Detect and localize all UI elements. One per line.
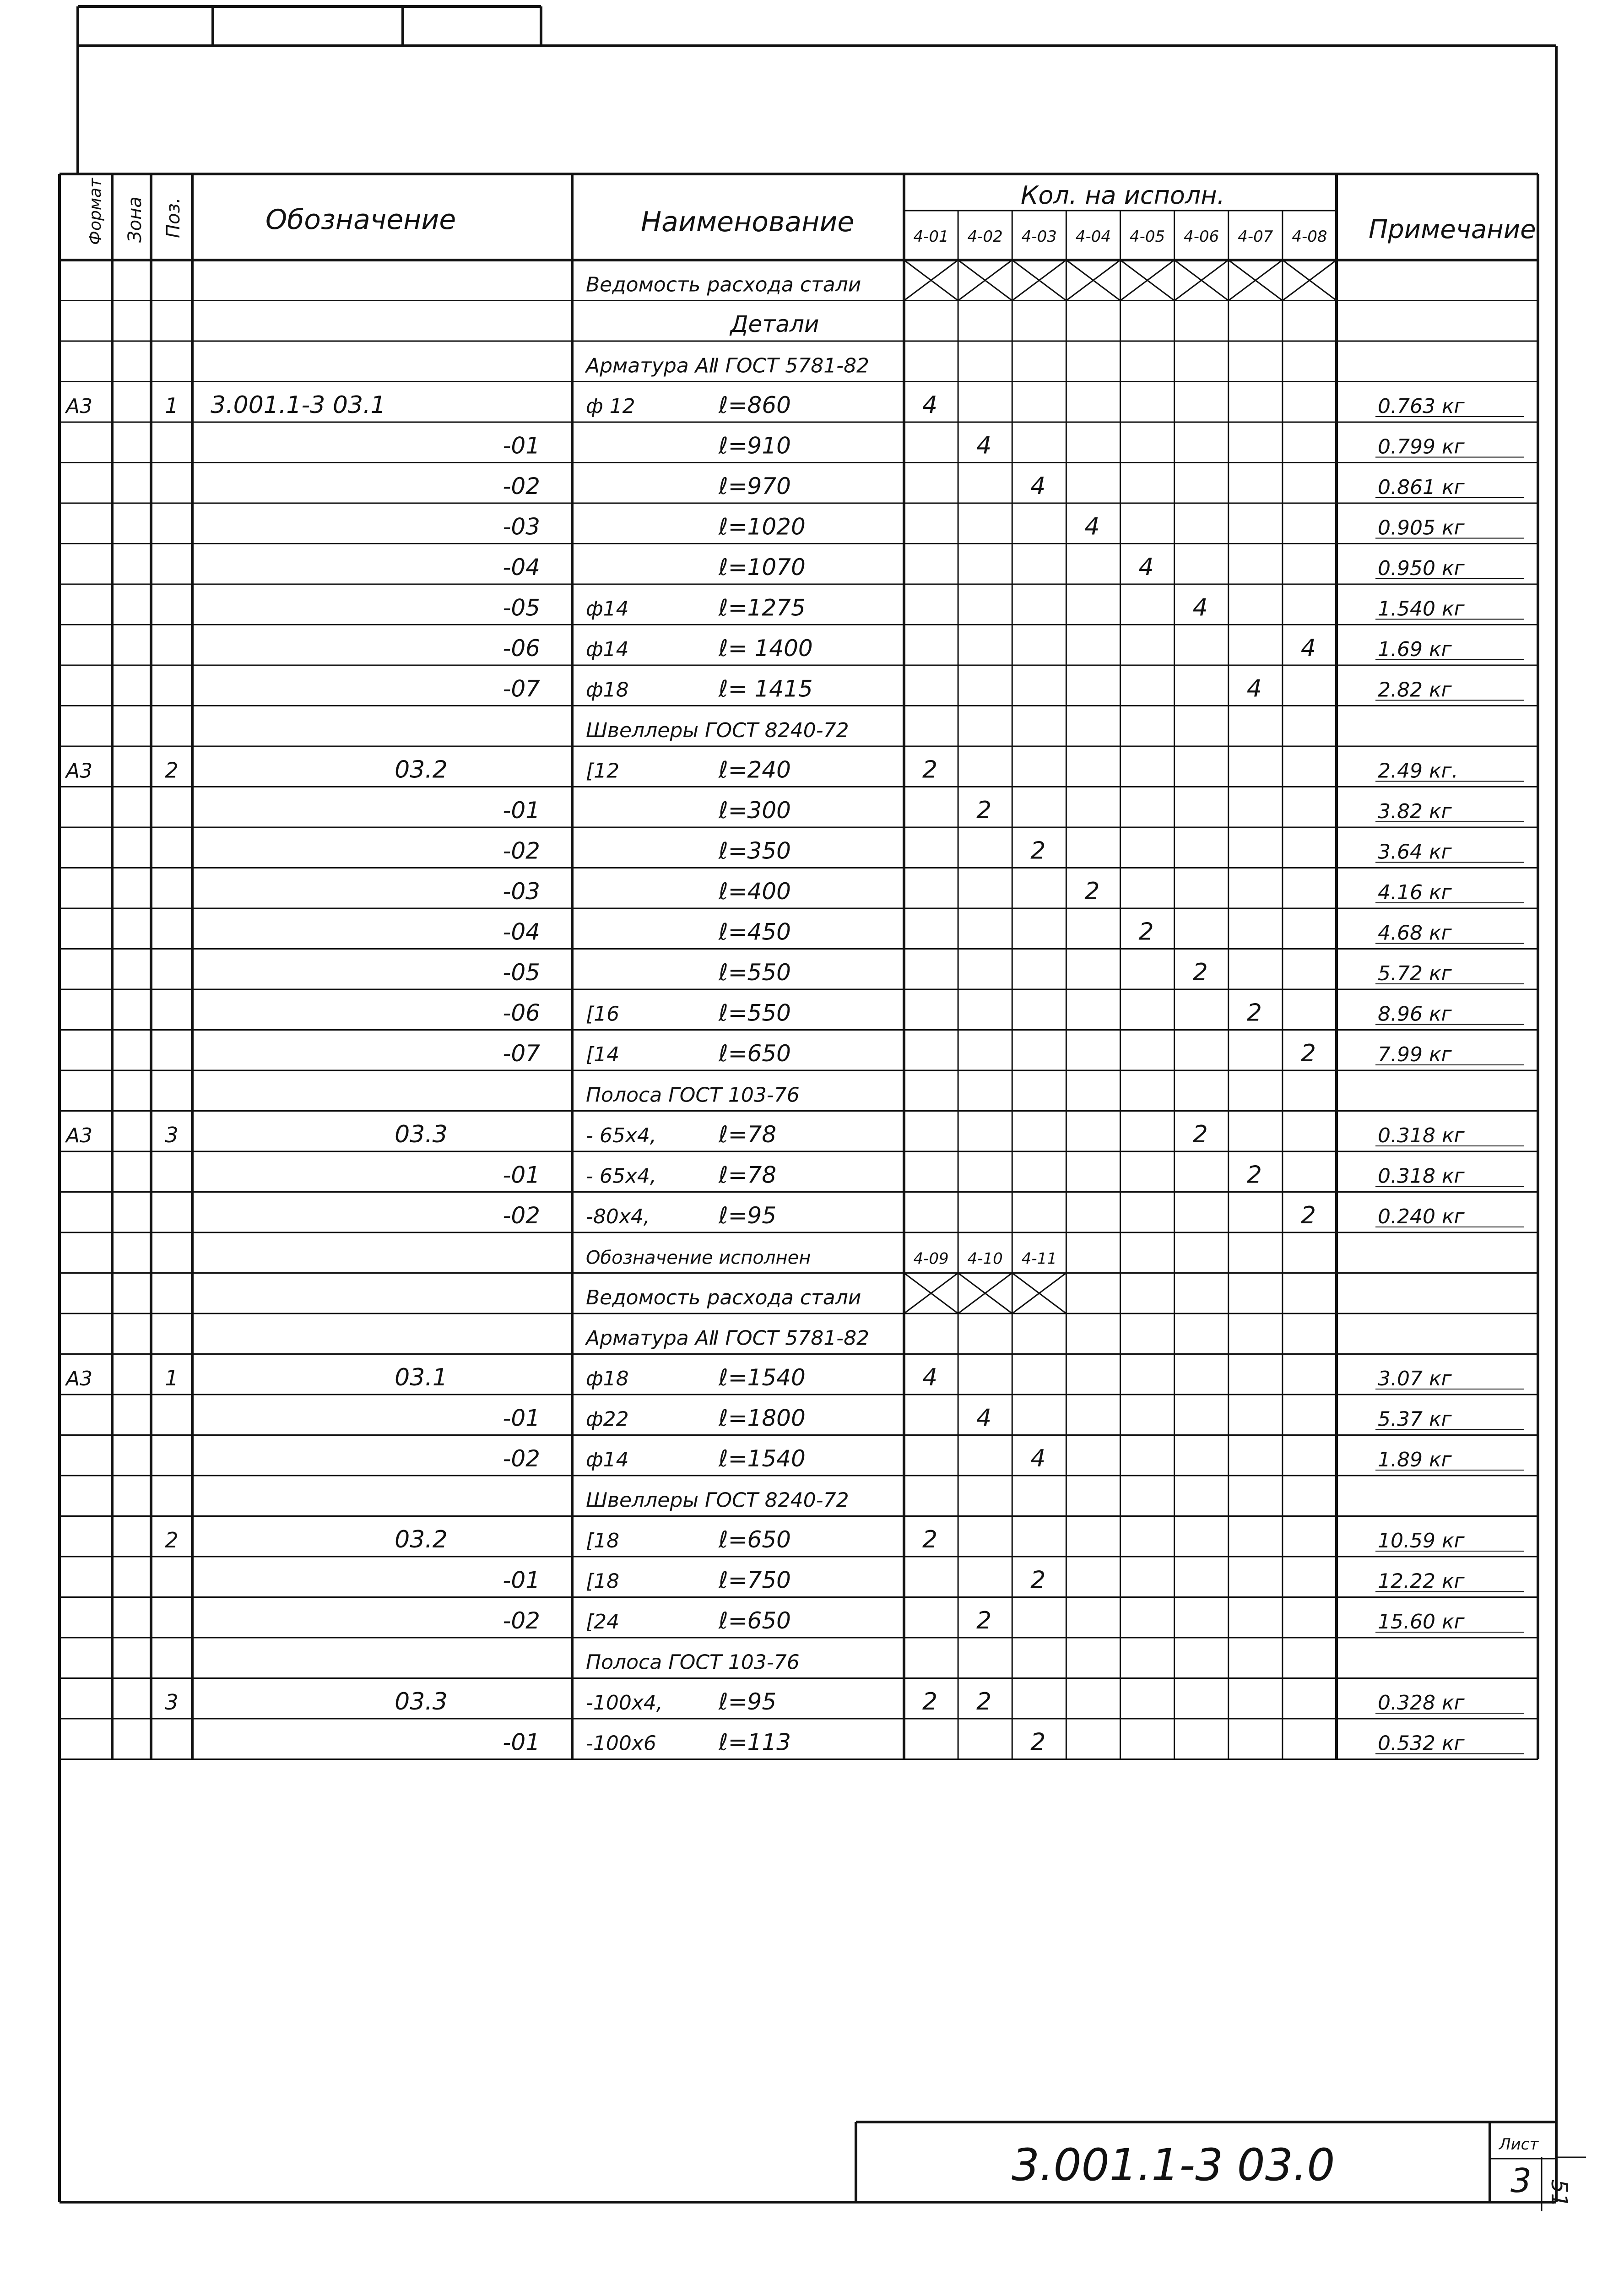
row-designation-variant: -02 bbox=[503, 1202, 540, 1229]
header-qty-group: Кол. на исполн. bbox=[1021, 181, 1225, 210]
row-format: А3 bbox=[66, 395, 93, 418]
row-name-length: ℓ=860 bbox=[719, 392, 791, 418]
row-designation-variant: -01 bbox=[503, 1729, 540, 1756]
row-name: ф14 bbox=[586, 1448, 629, 1471]
row-qty: 2 bbox=[1192, 959, 1208, 986]
row-qty: 4 bbox=[1138, 554, 1154, 581]
row-note: 0.950 кг bbox=[1378, 557, 1465, 580]
row-note: 4.16 кг bbox=[1378, 881, 1452, 904]
row-name-length: ℓ=1020 bbox=[719, 513, 806, 540]
row-name-length: ℓ=78 bbox=[719, 1121, 777, 1148]
not-applicable-cross bbox=[958, 1273, 1012, 1314]
row-note: 2.82 кг bbox=[1378, 678, 1452, 702]
variant-head-4-02: 4-02 bbox=[967, 228, 1003, 246]
not-applicable-cross bbox=[1121, 260, 1175, 301]
row-designation-variant: -02 bbox=[503, 837, 540, 864]
row-qty: 4 bbox=[922, 391, 938, 419]
row-format: А3 bbox=[66, 1124, 93, 1147]
table-header bbox=[86, 178, 1536, 246]
cross-lines bbox=[1012, 1273, 1066, 1314]
not-applicable-cross bbox=[1229, 260, 1283, 301]
row-name-length: ℓ=650 bbox=[719, 1607, 791, 1634]
row-qty: 4 bbox=[1030, 1445, 1046, 1472]
row-name-length: ℓ=750 bbox=[719, 1567, 791, 1594]
cross-lines bbox=[904, 260, 958, 301]
cross-lines bbox=[1283, 260, 1337, 301]
row-qty: 4 bbox=[1300, 635, 1316, 662]
document-code: 3.001.1-3 03.0 bbox=[1012, 2139, 1335, 2191]
not-applicable-cross bbox=[1012, 260, 1066, 301]
row-qty: 2 bbox=[1138, 918, 1154, 946]
row-note: 0.240 кг bbox=[1378, 1205, 1465, 1228]
row-note: 0.763 кг bbox=[1378, 395, 1465, 418]
row-name-length: ℓ=1275 bbox=[719, 594, 806, 621]
cross-lines bbox=[1121, 260, 1175, 301]
row-name: Арматура АⅡ ГОСТ 5781-82 bbox=[586, 354, 870, 378]
row-name: ф 12 bbox=[586, 395, 635, 418]
row-name: Обозначение исполнен bbox=[586, 1247, 811, 1269]
row-name: -80х4, bbox=[586, 1205, 650, 1228]
header-note: Примечание bbox=[1369, 215, 1536, 244]
row-qty: 4 bbox=[976, 432, 992, 460]
row-name: - 65х4, bbox=[586, 1164, 656, 1188]
cross-lines bbox=[1229, 260, 1283, 301]
margin-mark: 51 bbox=[1546, 2179, 1572, 2208]
row-qty: 2 bbox=[976, 797, 992, 824]
row-name-length: ℓ=400 bbox=[719, 878, 791, 905]
row-format: А3 bbox=[66, 759, 93, 783]
row-name: Детали bbox=[730, 311, 819, 337]
row-note: 0.328 кг bbox=[1378, 1691, 1465, 1715]
row-qty: 4 bbox=[976, 1404, 992, 1432]
row-name: ф14 bbox=[586, 597, 629, 621]
row-qty: 2 bbox=[1192, 1121, 1208, 1148]
cross-lines bbox=[958, 1273, 1012, 1314]
row-name: - 65х4, bbox=[586, 1124, 656, 1147]
row-note: 1.540 кг bbox=[1378, 597, 1465, 621]
row-name: [18 bbox=[586, 1569, 620, 1593]
row-name: Арматура АⅡ ГОСТ 5781-82 bbox=[586, 1326, 870, 1350]
row-designation-variant: -01 bbox=[503, 1405, 540, 1432]
row-note: 0.318 кг bbox=[1378, 1124, 1465, 1147]
variant-head-4-08: 4-08 bbox=[1292, 228, 1327, 246]
row-qty: 2 bbox=[1300, 1040, 1316, 1067]
row-name-length: ℓ=113 bbox=[719, 1729, 791, 1756]
row-designation-variant: -01 bbox=[503, 1161, 540, 1189]
row-name-length: ℓ=300 bbox=[719, 797, 791, 824]
row-note: 2.49 кг. bbox=[1378, 759, 1458, 783]
row-name-length: ℓ=650 bbox=[719, 1526, 791, 1553]
row-name: Полоса ГОСТ 103-76 bbox=[586, 1083, 800, 1107]
row-designation-variant: -02 bbox=[503, 1445, 540, 1472]
variant-head-4-03: 4-03 bbox=[1021, 228, 1057, 246]
row-name: ф18 bbox=[586, 678, 629, 702]
row-note: 3.82 кг bbox=[1378, 800, 1452, 823]
row-note: 10.59 кг bbox=[1378, 1529, 1465, 1552]
row-name-length: ℓ=970 bbox=[719, 473, 791, 499]
sheet-label: Лист bbox=[1499, 2135, 1539, 2154]
row-name-length: ℓ=550 bbox=[719, 999, 791, 1026]
row-name: [12 bbox=[586, 759, 620, 783]
row-name-length: ℓ= 1400 bbox=[719, 635, 813, 662]
row-designation-variant: -01 bbox=[503, 432, 540, 459]
row-designation-variant: -03 bbox=[503, 878, 540, 905]
row-designation-variant: -04 bbox=[503, 554, 540, 581]
row-name-length: ℓ=1540 bbox=[719, 1445, 806, 1472]
row-designation-variant: -04 bbox=[503, 918, 540, 945]
row-note: 0.532 кг bbox=[1378, 1731, 1465, 1755]
row-designation-variant: -01 bbox=[503, 797, 540, 824]
top-stamp-cells bbox=[78, 6, 541, 46]
cross-lines bbox=[904, 1273, 958, 1314]
row-qty: 4-10 bbox=[967, 1249, 1003, 1268]
row-note: 0.905 кг bbox=[1378, 516, 1465, 540]
row-qty: 2 bbox=[976, 1607, 992, 1634]
row-pos: 1 bbox=[165, 1366, 179, 1390]
row-designation-variant: -03 bbox=[503, 513, 540, 540]
row-note: 0.799 кг bbox=[1378, 435, 1465, 459]
row-designation-variant: -06 bbox=[503, 999, 540, 1026]
header-designation: Обозначение bbox=[265, 204, 456, 236]
row-note: 5.72 кг bbox=[1378, 962, 1452, 985]
row-format: А3 bbox=[66, 1367, 93, 1390]
row-qty: 4 bbox=[922, 1364, 938, 1391]
row-note: 8.96 кг bbox=[1378, 1002, 1452, 1026]
row-qty: 2 bbox=[1030, 1728, 1046, 1756]
spec-table-cells bbox=[65, 260, 1524, 1756]
row-name-length: ℓ=1070 bbox=[719, 554, 806, 581]
row-qty: 4 bbox=[1030, 472, 1046, 500]
header-format: Формат bbox=[86, 178, 105, 245]
row-name: [14 bbox=[586, 1043, 620, 1066]
not-applicable-cross bbox=[1012, 1273, 1066, 1314]
row-qty: 2 bbox=[1084, 878, 1100, 905]
row-qty: 2 bbox=[1030, 1566, 1046, 1594]
row-name-length: ℓ=450 bbox=[719, 918, 791, 945]
row-note: 12.22 кг bbox=[1378, 1569, 1465, 1593]
row-qty: 4-09 bbox=[913, 1249, 949, 1268]
variant-head-4-06: 4-06 bbox=[1184, 228, 1219, 246]
row-name-length: ℓ=95 bbox=[719, 1688, 777, 1715]
row-pos: 2 bbox=[165, 1528, 179, 1552]
row-designation-variant: -05 bbox=[503, 959, 540, 986]
row-note: 0.861 кг bbox=[1378, 476, 1465, 499]
row-note: 5.37 кг bbox=[1378, 1407, 1452, 1431]
header-name: Наименование bbox=[641, 206, 855, 238]
row-name-length: ℓ=650 bbox=[719, 1040, 791, 1067]
row-name: ф22 bbox=[586, 1407, 629, 1431]
row-note: 1.89 кг bbox=[1378, 1448, 1452, 1471]
variant-head-4-05: 4-05 bbox=[1129, 228, 1165, 246]
row-qty: 4 bbox=[1246, 675, 1262, 703]
row-qty: 2 bbox=[976, 1688, 992, 1715]
row-note: 7.99 кг bbox=[1378, 1043, 1452, 1066]
row-name-length: ℓ=95 bbox=[719, 1202, 777, 1229]
variant-head-4-01: 4-01 bbox=[913, 228, 949, 246]
row-qty: 2 bbox=[1246, 1161, 1262, 1189]
header-zone: Зона bbox=[125, 196, 146, 243]
row-designation-variant: -07 bbox=[503, 1040, 540, 1067]
header-pos: Поз. bbox=[163, 197, 184, 238]
row-designation: 03.2 bbox=[395, 1526, 448, 1553]
row-designation: 03.2 bbox=[395, 756, 448, 784]
row-note: 0.318 кг bbox=[1378, 1164, 1465, 1188]
row-name: -100х6 bbox=[586, 1731, 656, 1755]
row-qty: 4 bbox=[1084, 513, 1100, 541]
row-designation: 03.3 bbox=[395, 1688, 448, 1715]
not-applicable-cross bbox=[1175, 260, 1229, 301]
row-qty: 2 bbox=[922, 1526, 938, 1553]
row-name: Швеллеры ГОСТ 8240-72 bbox=[586, 1488, 849, 1512]
row-designation-variant: -01 bbox=[503, 1567, 540, 1594]
row-note: 3.64 кг bbox=[1378, 840, 1452, 864]
row-pos: 2 bbox=[165, 758, 179, 783]
not-applicable-cross bbox=[958, 260, 1012, 301]
row-pos: 1 bbox=[165, 393, 179, 418]
row-designation-variant: -05 bbox=[503, 594, 540, 621]
row-designation-variant: -02 bbox=[503, 473, 540, 499]
row-name: ф18 bbox=[586, 1367, 629, 1390]
row-name-length: ℓ=910 bbox=[719, 432, 791, 459]
row-name-length: ℓ=1800 bbox=[719, 1405, 806, 1432]
row-name: [18 bbox=[586, 1529, 620, 1552]
not-applicable-cross bbox=[904, 1273, 958, 1314]
row-name: ф14 bbox=[586, 638, 629, 661]
row-name-length: ℓ=350 bbox=[719, 837, 791, 864]
row-designation: 03.1 bbox=[395, 1364, 448, 1391]
row-name: Швеллеры ГОСТ 8240-72 bbox=[586, 719, 849, 742]
row-name: [24 bbox=[586, 1610, 620, 1634]
cross-lines bbox=[958, 260, 1012, 301]
row-name-length: ℓ=78 bbox=[719, 1161, 777, 1189]
row-note: 3.07 кг bbox=[1378, 1367, 1452, 1390]
row-qty: 4-11 bbox=[1021, 1249, 1057, 1268]
row-qty: 2 bbox=[1030, 837, 1046, 865]
row-qty: 2 bbox=[1246, 999, 1262, 1027]
cross-lines bbox=[1066, 260, 1120, 301]
row-note: 4.68 кг bbox=[1378, 921, 1452, 945]
variant-head-4-04: 4-04 bbox=[1075, 228, 1111, 246]
row-pos: 3 bbox=[165, 1123, 179, 1147]
row-qty: 2 bbox=[922, 1688, 938, 1715]
not-applicable-cross bbox=[1283, 260, 1337, 301]
row-qty: 4 bbox=[1192, 594, 1208, 622]
row-pos: 3 bbox=[165, 1690, 179, 1715]
row-designation-variant: -07 bbox=[503, 675, 540, 702]
row-name-length: ℓ=240 bbox=[719, 756, 791, 783]
not-applicable-cross bbox=[1066, 260, 1120, 301]
row-note: 1.69 кг bbox=[1378, 638, 1452, 661]
row-name: -100х4, bbox=[586, 1691, 663, 1715]
row-qty: 2 bbox=[922, 756, 938, 784]
sheet-number: 3 bbox=[1510, 2161, 1532, 2200]
row-designation: 3.001.1-3 03.1 bbox=[211, 391, 386, 419]
row-name: Ведомость расхода стали bbox=[586, 1286, 861, 1309]
not-applicable-cross bbox=[904, 260, 958, 301]
row-name: [16 bbox=[586, 1002, 620, 1026]
row-designation-variant: -02 bbox=[503, 1607, 540, 1634]
cross-lines bbox=[1175, 260, 1229, 301]
row-note: 15.60 кг bbox=[1378, 1610, 1465, 1634]
row-name-length: ℓ=550 bbox=[719, 959, 791, 986]
variant-head-4-07: 4-07 bbox=[1238, 228, 1273, 246]
row-designation-variant: -06 bbox=[503, 635, 540, 662]
row-qty: 2 bbox=[1300, 1202, 1316, 1229]
cross-lines bbox=[1012, 260, 1066, 301]
row-name: Полоса ГОСТ 103-76 bbox=[586, 1650, 800, 1674]
row-name-length: ℓ= 1415 bbox=[719, 675, 813, 702]
row-designation: 03.3 bbox=[395, 1121, 448, 1148]
row-name-length: ℓ=1540 bbox=[719, 1364, 806, 1391]
row-name: Ведомость расхода стали bbox=[586, 273, 861, 297]
